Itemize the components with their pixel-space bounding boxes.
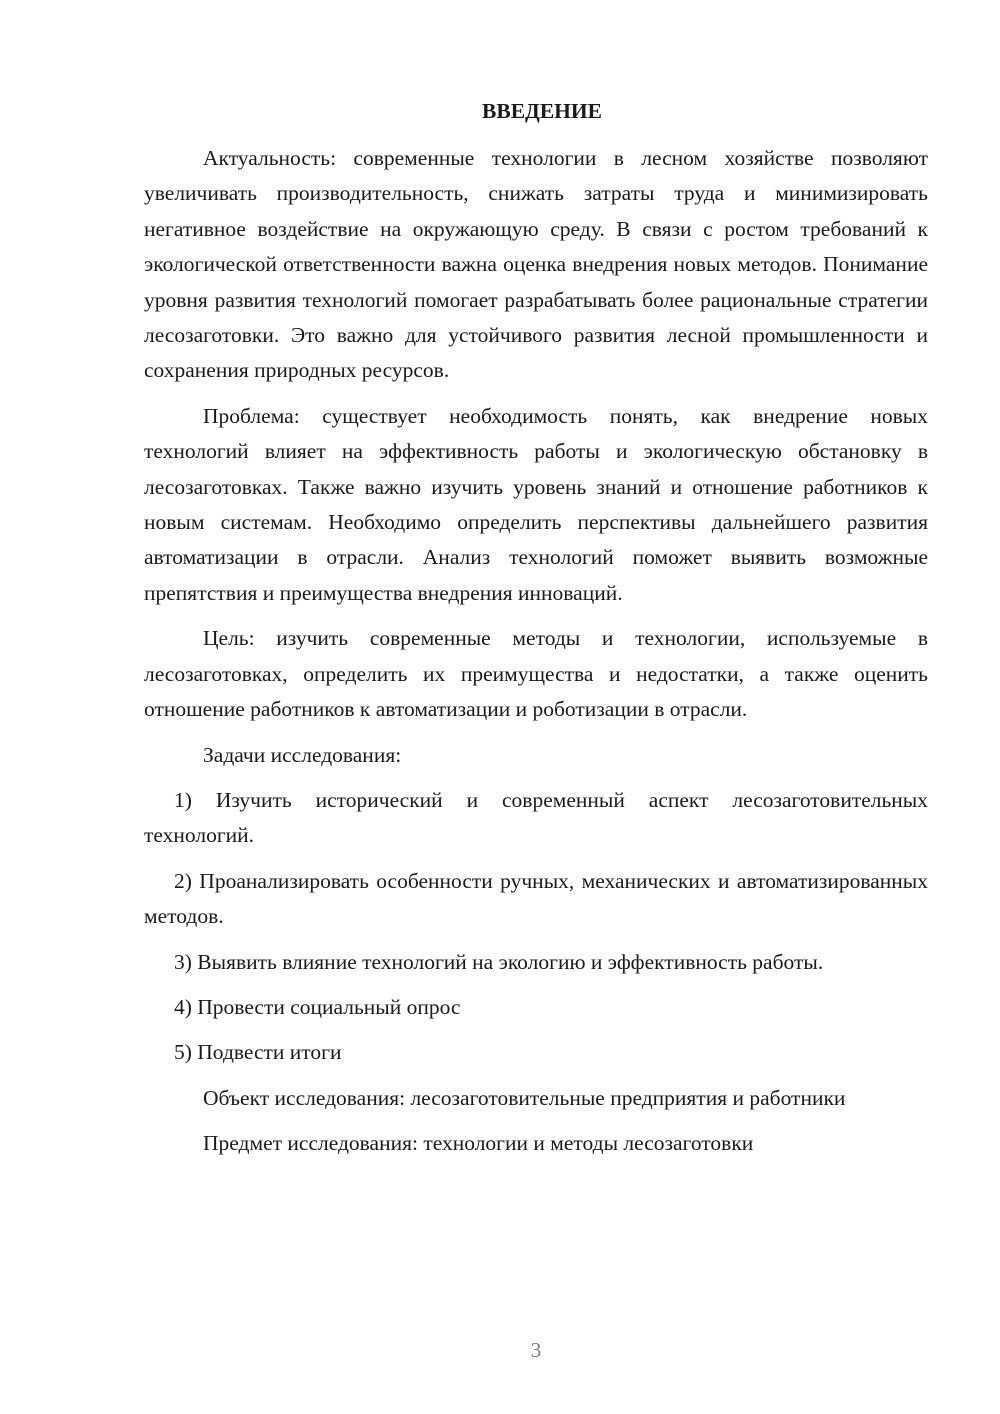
- paragraph-subject: Предмет исследования: технологии и методы лесозаготовки: [203, 1131, 754, 1156]
- task-item-2: 2) Проанализировать особенности ручных, механических и автоматизированных методов.: [144, 868, 928, 929]
- page-number: 3: [530, 1338, 542, 1362]
- task-item-4: 4) Провести социальный опрос: [174, 994, 461, 1019]
- task-item-5: 5) Подвести итоги: [174, 1040, 342, 1065]
- task-item-1: 1) Изучить исторический и современный аспект лесозаготовительных технологий.: [144, 787, 928, 848]
- paragraph-problem: Проблема: существует необходимость понять, как внедрение новых технологий влияет на эффективность работы и экологическую обстановку в лесозаготовках. Также важно изучить уровень знаний и отношение работников к новым системам. Необходимо определить перспективы дальнейшего развития автоматизации в отрасли. Анализ технологий поможет выявить возможные препятствия и преимущества внедрения инноваций.: [144, 403, 928, 605]
- paragraph-relevance: Актуальность: современные технологии в лесном хозяйстве позволяют увеличивать производительность, снижать затраты труда и минимизировать негативное воздействие на окружающую среду. В связи с ростом требований к экологической ответственности важна оценка внедрения новых методов. Понимание уровня развития технологий помогает разрабатывать более рациональные стратегии лесозаготовки. Это важно для устойчивого развития лесной промышленности и сохранения природных ресурсов.: [144, 146, 928, 383]
- task-item-3: 3) Выявить влияние технологий на экологию и эффективность работы.: [174, 949, 824, 974]
- page-content: [144, 94, 928, 1172]
- paragraph-goal: Цель: изучить современные методы и технологии, используемые в лесозаготовках, определить их преимущества и недостатки, а также оценить отношение работников к автоматизации и роботизации в отрасли.: [144, 626, 928, 722]
- section-title: ВВЕДЕНИЕ: [482, 99, 602, 123]
- paragraph-tasks-heading: Задачи исследования:: [203, 742, 402, 767]
- paragraph-object: Объект исследования: лесозаготовительные предприятия и работники: [203, 1085, 846, 1110]
